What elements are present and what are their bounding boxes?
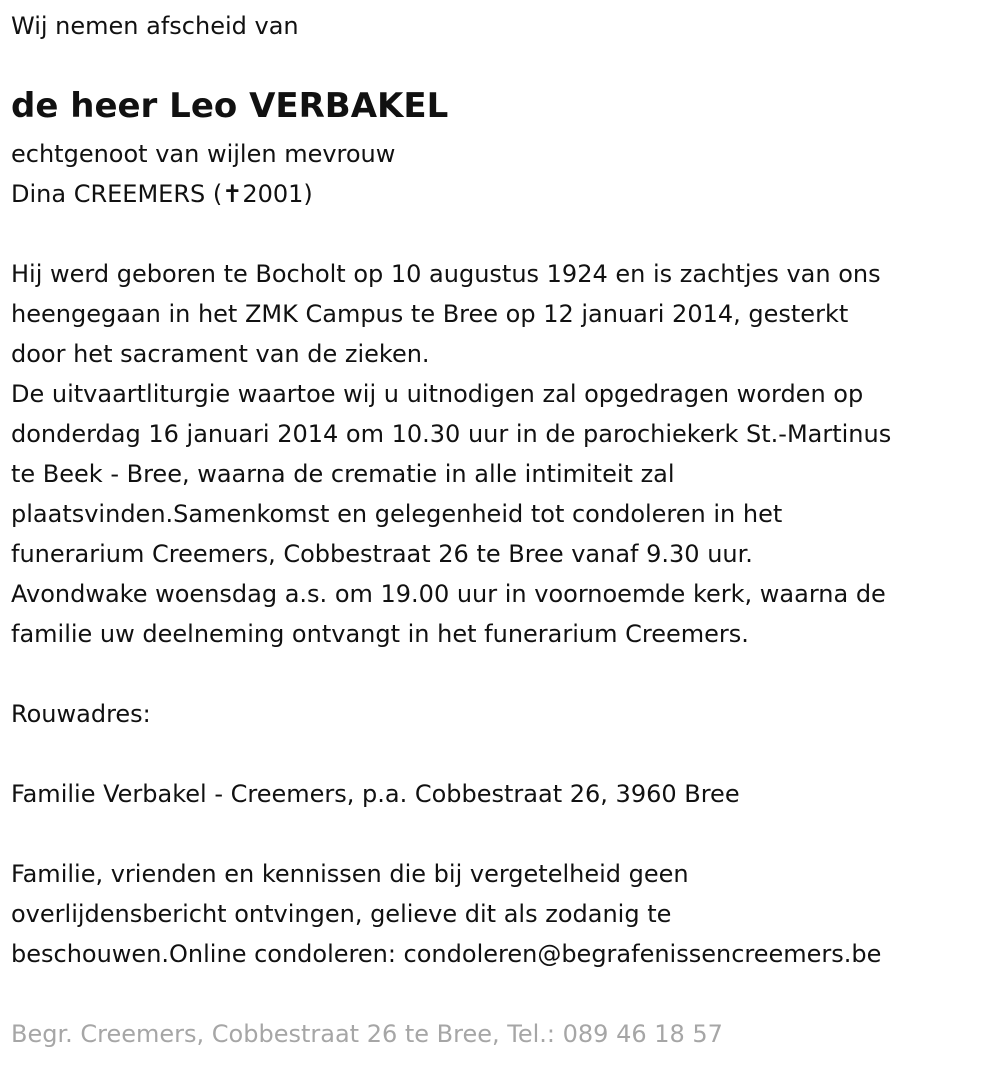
- spouse-info: [11, 134, 395, 214]
- spouse-line: Dina CREEMERS (✝2001): [11, 180, 313, 208]
- body-line: donderdag 16 januari 2014 om 10.30 uur in de parochiekerk St.-Martinus: [11, 420, 892, 448]
- spouse-line: echtgenoot van wijlen mevrouw: [11, 140, 396, 168]
- body-line: heengegaan in het ZMK Campus te Bree op 12 januari 2014, gesterkt: [11, 300, 849, 328]
- deceased-name: de heer Leo VERBAKEL: [11, 86, 449, 126]
- funeral-home-footer: Begr. Creemers, Cobbestraat 26 te Bree, Tel.: 089 46 18 57: [11, 1020, 723, 1048]
- notice-line: overlijdensbericht ontvingen, gelieve dit als zodanig te: [11, 900, 672, 928]
- body-line: Hij werd geboren te Bocholt op 10 augustus 1924 en is zachtjes van ons: [11, 260, 881, 288]
- notice-line: beschouwen.Online condoleren: condoleren@begrafenissencreemers.be: [11, 940, 882, 968]
- body-line: familie uw deelneming ontvangt in het funerarium Creemers.: [11, 620, 749, 648]
- rouwadres-label: Rouwadres:: [11, 700, 151, 728]
- body-line: te Beek - Bree, waarna de crematie in alle intimiteit zal: [11, 460, 675, 488]
- body-line: De uitvaartliturgie waartoe wij u uitnodigen zal opgedragen worden op: [11, 380, 864, 408]
- intro-text: Wij nemen afscheid van: [11, 12, 299, 40]
- body-line: door het sacrament van de zieken.: [11, 340, 430, 368]
- condolence-notice: [11, 854, 881, 974]
- body-line: funerarium Creemers, Cobbestraat 26 te Bree vanaf 9.30 uur.: [11, 540, 753, 568]
- body-line: plaatsvinden.Samenkomst en gelegenheid tot condoleren in het: [11, 500, 783, 528]
- rouwadres: Familie Verbakel - Creemers, p.a. Cobbestraat 26, 3960 Bree: [11, 780, 740, 808]
- ceremony-details: [11, 254, 891, 654]
- body-line: Avondwake woensdag a.s. om 19.00 uur in voornoemde kerk, waarna de: [11, 580, 886, 608]
- notice-line: Familie, vrienden en kennissen die bij vergetelheid geen: [11, 860, 689, 888]
